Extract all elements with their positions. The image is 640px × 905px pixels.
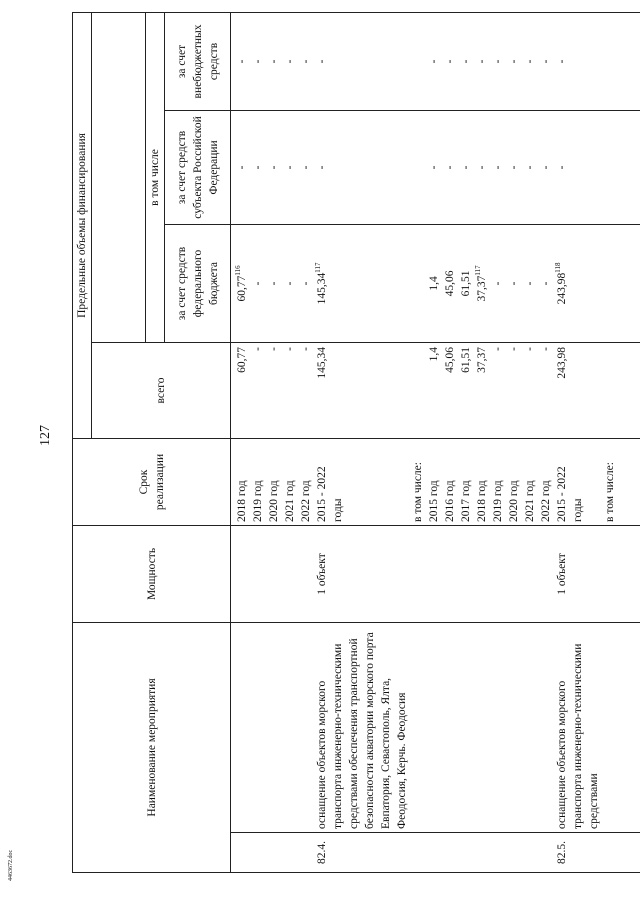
table-row <box>426 12 442 872</box>
header-funding-group: Предельные объемы финансирования <box>73 12 92 438</box>
row-regional: - <box>474 110 490 224</box>
header-name: Наименование мероприятия <box>73 622 231 872</box>
table-row <box>410 12 426 872</box>
row-capacity <box>282 525 298 622</box>
row-regional: - <box>282 110 298 224</box>
page-number: 127 <box>38 425 53 446</box>
table-row <box>442 12 458 872</box>
row-name <box>506 622 522 832</box>
row-number <box>442 833 458 873</box>
row-extrabudget: - <box>250 12 266 110</box>
row-number <box>506 833 522 873</box>
row-number <box>458 833 474 873</box>
header-regional: за счет средств субъекта Российской Федерации <box>165 110 231 224</box>
row-period: 2015 - 2022 годы <box>554 438 602 525</box>
row-number: 82.5. <box>554 833 602 873</box>
row-period: 2018 год <box>231 438 251 525</box>
row-name <box>410 622 426 832</box>
row-period: 2021 год <box>282 438 298 525</box>
table-row <box>250 12 266 872</box>
row-regional: - <box>442 110 458 224</box>
row-total: 60,77 <box>231 342 251 438</box>
row-regional: - <box>266 110 282 224</box>
row-extrabudget: - <box>282 12 298 110</box>
row-capacity <box>231 525 251 622</box>
row-federal: - <box>538 224 554 342</box>
row-number <box>522 833 538 873</box>
rotated-page <box>72 13 640 873</box>
table-row <box>554 12 602 872</box>
row-capacity <box>522 525 538 622</box>
row-federal <box>602 224 640 342</box>
row-extrabudget: - <box>474 12 490 110</box>
row-extrabudget <box>602 12 640 110</box>
row-name <box>490 622 506 832</box>
row-name <box>298 622 314 832</box>
row-total: - <box>282 342 298 438</box>
row-extrabudget: - <box>266 12 282 110</box>
row-capacity <box>250 525 266 622</box>
table-row <box>522 12 538 872</box>
row-extrabudget: - <box>490 12 506 110</box>
header-including: в том числе <box>146 12 165 342</box>
row-number <box>426 833 442 873</box>
footnote-marker: 118 <box>554 262 563 273</box>
header-total: всего <box>92 342 231 438</box>
row-total: - <box>490 342 506 438</box>
row-total: - <box>506 342 522 438</box>
row-total: 45,06 <box>442 342 458 438</box>
row-name <box>458 622 474 832</box>
row-extrabudget: - <box>522 12 538 110</box>
row-total: - <box>266 342 282 438</box>
row-total: 145,34 <box>314 342 410 438</box>
header-capacity: Мощность <box>73 525 231 622</box>
row-number <box>266 833 282 873</box>
header-federal: за счет средств федерального бюджета <box>165 224 231 342</box>
row-federal: - <box>250 224 266 342</box>
row-name: оснащение объектов морского транспорта инженерно-техническими средствами обеспечения транспортной безопасности акватории морского порта Евпатория, Севастополь, Ялта, Феодосия, Керчь. Феодосия <box>314 622 410 832</box>
row-regional: - <box>426 110 442 224</box>
row-extrabudget: - <box>314 12 410 110</box>
row-extrabudget <box>410 12 426 110</box>
row-capacity <box>490 525 506 622</box>
row-capacity <box>458 525 474 622</box>
row-period: 2016 год <box>442 438 458 525</box>
row-number <box>490 833 506 873</box>
row-number <box>282 833 298 873</box>
row-period: 2015 - 2022 годы <box>314 438 410 525</box>
row-regional: - <box>458 110 474 224</box>
row-extrabudget: - <box>538 12 554 110</box>
row-number <box>538 833 554 873</box>
row-capacity <box>442 525 458 622</box>
row-total <box>602 342 640 438</box>
row-total: - <box>298 342 314 438</box>
row-capacity <box>602 525 640 622</box>
row-name <box>522 622 538 832</box>
row-federal: - <box>298 224 314 342</box>
row-capacity <box>426 525 442 622</box>
table-row <box>490 12 506 872</box>
table-row <box>266 12 282 872</box>
row-period: 2020 год <box>266 438 282 525</box>
footnote-marker: 116 <box>234 265 243 276</box>
row-regional: - <box>231 110 251 224</box>
row-federal: 145,34$^{117}$ <box>314 224 410 342</box>
row-number <box>602 833 640 873</box>
row-extrabudget: - <box>554 12 602 110</box>
row-name <box>602 622 640 832</box>
row-federal: - <box>522 224 538 342</box>
row-regional: - <box>298 110 314 224</box>
table-row <box>314 12 410 872</box>
row-number: 82.4. <box>314 833 410 873</box>
row-period: 2017 год <box>458 438 474 525</box>
row-name <box>250 622 266 832</box>
footnote-marker: 117 <box>314 262 323 273</box>
row-extrabudget: - <box>458 12 474 110</box>
row-capacity <box>266 525 282 622</box>
row-federal: 243,98$^{118}$ <box>554 224 602 342</box>
header-extrabudget: за счет внебюджетных средств <box>165 12 231 110</box>
row-extrabudget: - <box>426 12 442 110</box>
funding-table <box>72 12 640 873</box>
table-header <box>73 12 231 872</box>
header-period: Срок реализации <box>73 438 231 525</box>
row-period: 2015 год <box>426 438 442 525</box>
row-federal: 61,51 <box>458 224 474 342</box>
row-period: 2022 год <box>298 438 314 525</box>
row-regional: - <box>554 110 602 224</box>
row-extrabudget: - <box>231 12 251 110</box>
table-row <box>282 12 298 872</box>
row-regional: - <box>314 110 410 224</box>
row-total: 37,37 <box>474 342 490 438</box>
row-extrabudget: - <box>506 12 522 110</box>
row-regional: - <box>250 110 266 224</box>
row-number <box>474 833 490 873</box>
row-extrabudget: - <box>442 12 458 110</box>
row-federal: - <box>266 224 282 342</box>
table-row <box>458 12 474 872</box>
row-federal: 60,77$^{116}$ <box>231 224 251 342</box>
row-capacity <box>298 525 314 622</box>
row-name <box>266 622 282 832</box>
row-period: 2020 год <box>506 438 522 525</box>
row-period: в том числе: <box>602 438 640 525</box>
row-name <box>538 622 554 832</box>
row-regional <box>602 110 640 224</box>
row-period: 2021 год <box>522 438 538 525</box>
row-number <box>231 833 251 873</box>
row-regional: - <box>522 110 538 224</box>
row-capacity <box>410 525 426 622</box>
row-name <box>426 622 442 832</box>
row-name <box>282 622 298 832</box>
table-row <box>474 12 490 872</box>
row-number <box>298 833 314 873</box>
row-capacity: 1 объект <box>314 525 410 622</box>
row-regional: - <box>490 110 506 224</box>
row-capacity: 1 объект <box>554 525 602 622</box>
row-capacity <box>474 525 490 622</box>
row-federal: - <box>490 224 506 342</box>
row-period: 2019 год <box>490 438 506 525</box>
row-regional: - <box>506 110 522 224</box>
row-period: в том числе: <box>410 438 426 525</box>
row-federal: 37,37$^{117}$ <box>474 224 490 342</box>
row-period: 2022 год <box>538 438 554 525</box>
row-name <box>231 622 251 832</box>
footer-code: 4463672.doc <box>8 849 14 881</box>
row-period: 2018 год <box>474 438 490 525</box>
table-row <box>231 12 251 872</box>
row-federal: 45,06 <box>442 224 458 342</box>
row-total <box>410 342 426 438</box>
row-capacity <box>538 525 554 622</box>
row-total: 61,51 <box>458 342 474 438</box>
row-total: - <box>538 342 554 438</box>
row-name: оснащение объектов морского транспорта инженерно-техническими средствами <box>554 622 602 832</box>
row-total: 1,4 <box>426 342 442 438</box>
row-number <box>250 833 266 873</box>
row-total: - <box>522 342 538 438</box>
table-row <box>506 12 522 872</box>
row-federal: - <box>506 224 522 342</box>
row-capacity <box>506 525 522 622</box>
row-number <box>410 833 426 873</box>
row-federal: 1,4 <box>426 224 442 342</box>
row-name <box>442 622 458 832</box>
row-regional: - <box>538 110 554 224</box>
row-period: 2019 год <box>250 438 266 525</box>
row-federal: - <box>282 224 298 342</box>
table-row <box>602 12 640 872</box>
row-total: 243,98 <box>554 342 602 438</box>
row-name <box>474 622 490 832</box>
row-total: - <box>250 342 266 438</box>
table-body <box>231 12 640 872</box>
table-row <box>538 12 554 872</box>
row-extrabudget: - <box>298 12 314 110</box>
table-row <box>298 12 314 872</box>
row-regional <box>410 110 426 224</box>
footnote-marker: 117 <box>474 265 483 276</box>
row-federal <box>410 224 426 342</box>
